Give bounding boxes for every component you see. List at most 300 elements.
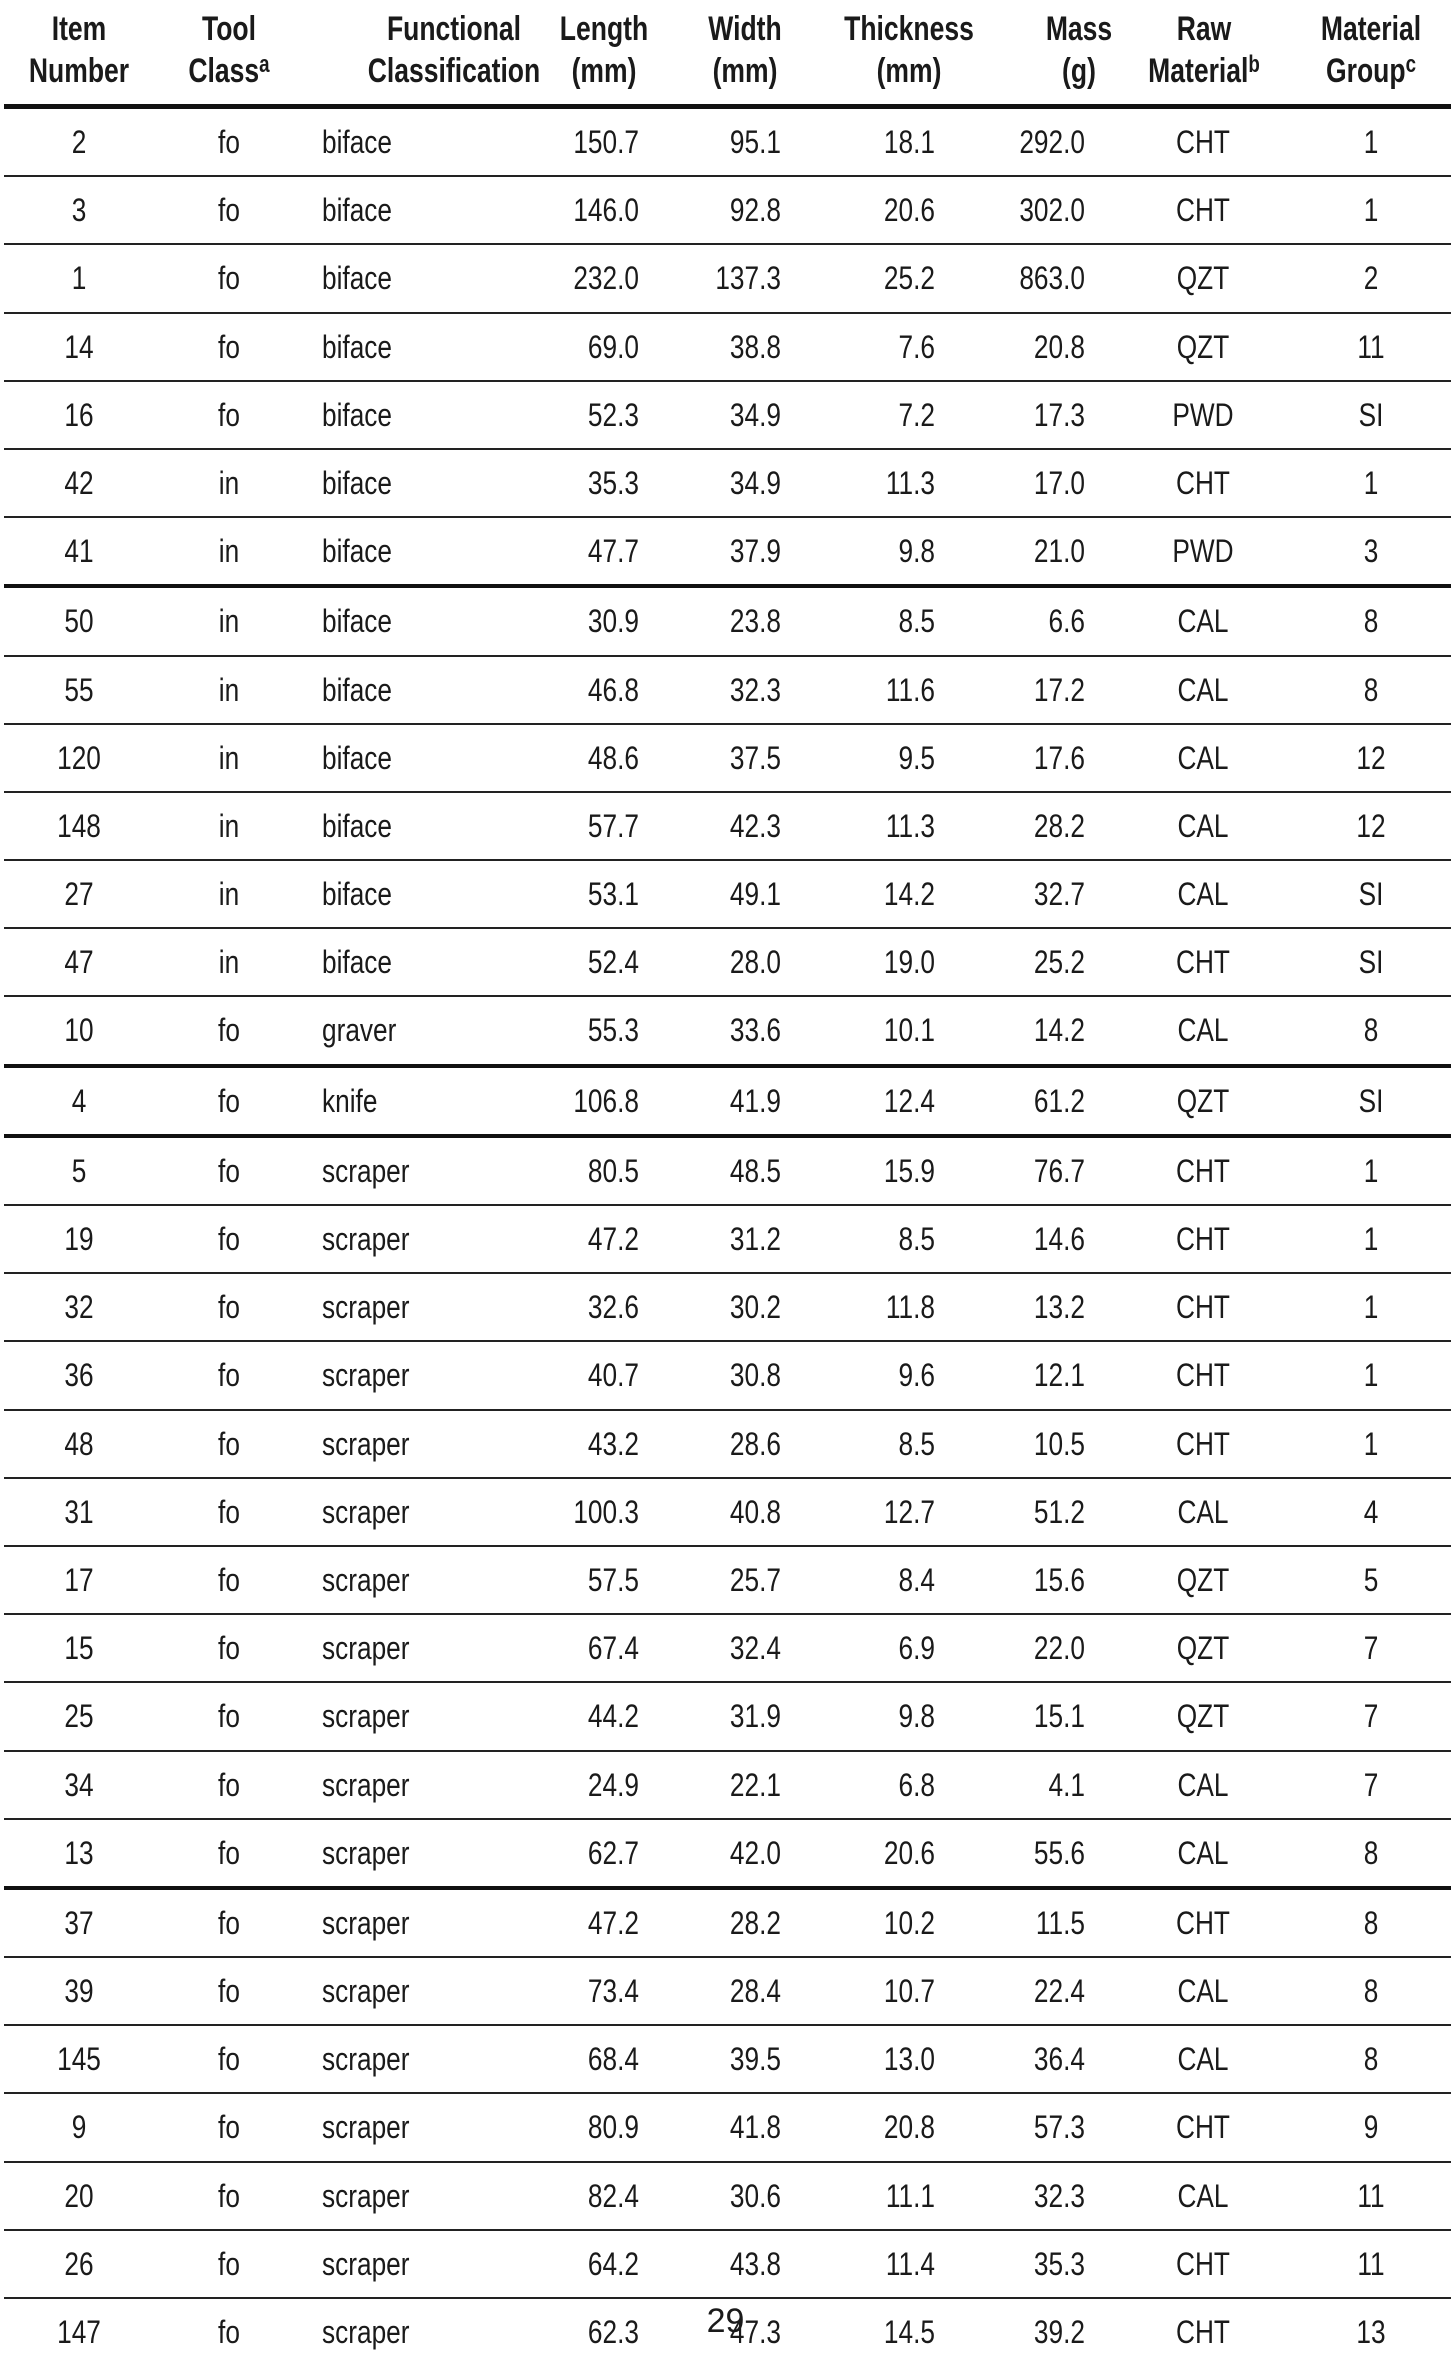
cell-length: 62.3	[587, 2314, 639, 2350]
cell-width: 28.6	[729, 1425, 781, 1462]
table-body	[4, 109, 1451, 2365]
cell-width: 28.2	[729, 1904, 781, 1941]
cell-thickness: 8.5	[898, 1221, 935, 1257]
header-line2	[21, 50, 138, 92]
cell-functional-classification: scraper	[322, 2109, 410, 2146]
cell-raw-material: CHT	[1176, 1152, 1230, 1189]
cell-thickness: 20.6	[883, 192, 935, 229]
cell-item-number: 19	[64, 1221, 94, 1257]
header-line2	[337, 50, 571, 92]
cell-thickness: 9.8	[898, 1698, 935, 1735]
cell-item-number: 39	[64, 1973, 94, 2010]
table-row	[4, 109, 1451, 177]
cell-thickness: 13.0	[883, 2041, 935, 2078]
cell-thickness: 14.2	[883, 876, 935, 913]
cell-raw-material: CAL	[1177, 876, 1229, 913]
cell-mass: 55.6	[1033, 1834, 1085, 1871]
cell-material-group: 8	[1363, 1012, 1379, 1049]
cell-thickness: 14.5	[883, 2314, 935, 2350]
cell-width: 43.8	[729, 2245, 781, 2282]
cell-tool-class: in	[218, 739, 240, 776]
cell-functional-classification: scraper	[322, 1766, 410, 1803]
cell-thickness: 20.8	[883, 2109, 935, 2146]
table-row	[4, 245, 1451, 313]
cell-functional-classification: scraper	[322, 1973, 410, 2010]
table-row	[4, 2094, 1451, 2162]
cell-mass: 57.3	[1033, 2109, 1085, 2146]
cell-functional-classification: biface	[322, 124, 393, 160]
cell-functional-classification: scraper	[322, 1698, 410, 1735]
cell-functional-classification: biface	[322, 807, 393, 844]
cell-mass: 15.6	[1033, 1561, 1085, 1598]
cell-tool-class: fo	[218, 396, 240, 433]
cell-width: 22.1	[729, 1766, 781, 1803]
cell-material-group: SI	[1358, 876, 1384, 913]
cell-length: 52.4	[587, 944, 639, 981]
cell-length: 48.6	[587, 739, 639, 776]
cell-raw-material: QZT	[1176, 328, 1230, 365]
cell-length: 47.7	[587, 533, 639, 570]
cell-material-group: 1	[1363, 1221, 1379, 1257]
cell-item-number: 147	[57, 2314, 101, 2350]
cell-length: 46.8	[587, 671, 639, 708]
header-thickness	[827, 8, 991, 92]
header-line2	[1305, 50, 1438, 92]
cell-length: 24.9	[587, 1766, 639, 1803]
cell-raw-material: CAL	[1177, 2041, 1229, 2078]
cell-thickness: 8.5	[898, 603, 935, 640]
cell-thickness: 9.8	[898, 533, 935, 570]
cell-functional-classification: scraper	[322, 2041, 410, 2078]
table-row	[4, 1138, 1451, 1206]
cell-tool-class: in	[218, 671, 240, 708]
cell-mass: 6.6	[1048, 603, 1085, 640]
table-row	[4, 382, 1451, 450]
cell-thickness: 12.7	[883, 1493, 935, 1530]
table-row	[4, 2231, 1451, 2299]
cell-length: 73.4	[587, 1973, 639, 2010]
cell-length: 68.4	[587, 2041, 639, 2078]
table-row	[4, 1411, 1451, 1479]
cell-length: 146.0	[573, 192, 639, 229]
header-line2-text: Number	[28, 52, 130, 90]
cell-mass: 21.0	[1033, 533, 1085, 570]
cell-width: 40.8	[729, 1493, 781, 1530]
cell-functional-classification: biface	[322, 328, 393, 365]
cell-mass: 35.3	[1033, 2245, 1085, 2282]
cell-functional-classification: scraper	[322, 1425, 410, 1462]
cell-raw-material: CHT	[1176, 1904, 1230, 1941]
cell-raw-material: CAL	[1177, 603, 1229, 640]
cell-material-group: 12	[1356, 807, 1386, 844]
cell-material-group: 8	[1363, 1973, 1379, 2010]
cell-mass: 22.4	[1033, 1973, 1085, 2010]
table-row	[4, 861, 1451, 929]
cell-functional-classification: scraper	[322, 1904, 410, 1941]
cell-width: 95.1	[729, 124, 781, 160]
cell-material-group: 8	[1363, 1834, 1379, 1871]
table-row	[4, 1547, 1451, 1615]
header-tool-class	[178, 8, 279, 92]
cell-width: 32.4	[729, 1630, 781, 1667]
cell-thickness: 9.5	[898, 739, 935, 776]
cell-material-group: SI	[1358, 944, 1384, 981]
cell-raw-material: QZT	[1176, 1698, 1230, 1735]
table-row	[4, 177, 1451, 245]
cell-functional-classification: biface	[322, 396, 393, 433]
cell-length: 47.2	[587, 1221, 639, 1257]
cell-tool-class: fo	[218, 1766, 240, 1803]
cell-tool-class: fo	[218, 1152, 240, 1189]
cell-functional-classification: graver	[322, 1012, 397, 1049]
cell-tool-class: fo	[218, 2314, 240, 2350]
cell-raw-material: QZT	[1176, 260, 1230, 297]
cell-length: 106.8	[573, 1082, 639, 1119]
cell-material-group: 7	[1363, 1630, 1379, 1667]
cell-mass: 17.3	[1033, 396, 1085, 433]
table-row	[4, 1342, 1451, 1410]
cell-mass: 10.5	[1033, 1425, 1085, 1462]
cell-functional-classification: biface	[322, 464, 393, 501]
cell-thickness: 6.8	[898, 1766, 935, 1803]
cell-tool-class: fo	[218, 1012, 240, 1049]
cell-raw-material: CAL	[1177, 671, 1229, 708]
cell-length: 232.0	[573, 260, 639, 297]
cell-functional-classification: scraper	[322, 1493, 410, 1530]
cell-material-group: 1	[1363, 464, 1379, 501]
cell-tool-class: in	[218, 603, 240, 640]
cell-tool-class: in	[218, 807, 240, 844]
header-line1: Width	[708, 10, 782, 48]
cell-length: 150.7	[573, 124, 639, 160]
cell-material-group: 13	[1356, 2314, 1386, 2350]
table-row	[4, 1206, 1451, 1274]
cell-functional-classification: scraper	[322, 1152, 410, 1189]
cell-item-number: 2	[71, 124, 87, 160]
table-row	[4, 450, 1451, 518]
cell-functional-classification: biface	[322, 876, 393, 913]
header-line1: Item	[51, 10, 107, 48]
cell-width: 30.6	[729, 2177, 781, 2214]
cell-length: 55.3	[587, 1012, 639, 1049]
cell-width: 34.9	[729, 396, 781, 433]
cell-length: 80.5	[587, 1152, 639, 1189]
cell-functional-classification: scraper	[322, 1630, 410, 1667]
cell-length: 57.7	[587, 807, 639, 844]
cell-material-group: 1	[1363, 192, 1379, 229]
artifact-table	[4, 0, 1451, 2365]
cell-mass: 36.4	[1033, 2041, 1085, 2078]
cell-functional-classification: biface	[322, 671, 393, 708]
header-item-number	[21, 8, 138, 92]
cell-material-group: 12	[1356, 739, 1386, 776]
cell-thickness: 15.9	[883, 1152, 935, 1189]
cell-tool-class: fo	[218, 2109, 240, 2146]
cell-functional-classification: scraper	[322, 1221, 410, 1257]
cell-mass: 17.2	[1033, 671, 1085, 708]
cell-thickness: 10.7	[883, 1973, 935, 2010]
cell-item-number: 37	[64, 1904, 94, 1941]
cell-tool-class: fo	[218, 1289, 240, 1326]
cell-mass: 13.2	[1033, 1289, 1085, 1326]
cell-mass: 17.0	[1033, 464, 1085, 501]
cell-width: 28.4	[729, 1973, 781, 2010]
cell-width: 38.8	[729, 328, 781, 365]
cell-material-group: 1	[1363, 1152, 1379, 1189]
cell-item-number: 5	[71, 1152, 87, 1189]
cell-functional-classification: biface	[322, 533, 393, 570]
table-row	[4, 1479, 1451, 1547]
cell-raw-material: QZT	[1176, 1082, 1230, 1119]
cell-width: 31.2	[729, 1221, 781, 1257]
cell-mass: 22.0	[1033, 1630, 1085, 1667]
cell-tool-class: fo	[218, 1082, 240, 1119]
cell-material-group: 7	[1363, 1766, 1379, 1803]
header-line1: Material	[1320, 10, 1422, 48]
cell-functional-classification: scraper	[322, 2245, 410, 2282]
cell-functional-classification: scraper	[322, 1289, 410, 1326]
cell-item-number: 20	[64, 2177, 94, 2214]
table-row	[4, 588, 1451, 656]
cell-mass: 11.5	[1035, 1904, 1085, 1941]
cell-item-number: 48	[64, 1425, 94, 1462]
header-line1: Raw	[1176, 10, 1232, 48]
cell-material-group: 8	[1363, 671, 1379, 708]
cell-raw-material: CHT	[1176, 1425, 1230, 1462]
cell-item-number: 148	[57, 807, 101, 844]
cell-width: 37.9	[729, 533, 781, 570]
cell-thickness: 6.9	[898, 1630, 935, 1667]
table-row	[4, 1958, 1451, 2026]
cell-functional-classification: knife	[322, 1082, 378, 1119]
cell-item-number: 13	[64, 1834, 94, 1871]
cell-width: 31.9	[729, 1698, 781, 1735]
header-line2	[1134, 50, 1274, 92]
cell-functional-classification: scraper	[322, 1561, 410, 1598]
cell-raw-material: CHT	[1176, 2314, 1230, 2350]
cell-item-number: 31	[64, 1493, 94, 1530]
cell-mass: 4.1	[1048, 1766, 1085, 1803]
cell-mass: 863.0	[1019, 260, 1085, 297]
cell-tool-class: fo	[218, 2177, 240, 2214]
cell-mass: 302.0	[1019, 192, 1085, 229]
header-line2-text: Material	[1148, 52, 1249, 90]
cell-raw-material: CHT	[1176, 464, 1230, 501]
cell-item-number: 25	[64, 1698, 94, 1735]
cell-thickness: 11.8	[885, 1289, 935, 1326]
table-row	[4, 1068, 1451, 1138]
cell-width: 47.3	[729, 2314, 781, 2350]
header-line1: Tool	[201, 10, 256, 48]
cell-functional-classification: scraper	[322, 1357, 410, 1394]
header-line2-text: (mm)	[571, 52, 637, 90]
cell-functional-classification: biface	[322, 739, 393, 776]
header-line2-text: (mm)	[876, 52, 942, 90]
cell-mass: 32.3	[1033, 2177, 1085, 2214]
cell-material-group: 8	[1363, 603, 1379, 640]
cell-material-group: 9	[1363, 2109, 1379, 2146]
cell-raw-material: CAL	[1177, 807, 1229, 844]
cell-material-group: 11	[1357, 328, 1385, 365]
cell-length: 40.7	[587, 1357, 639, 1394]
table-row	[4, 929, 1451, 997]
cell-width: 34.9	[729, 464, 781, 501]
cell-thickness: 7.2	[898, 396, 935, 433]
cell-thickness: 8.4	[898, 1561, 935, 1598]
cell-material-group: 1	[1363, 1425, 1379, 1462]
cell-tool-class: fo	[218, 1904, 240, 1941]
cell-raw-material: CHT	[1176, 1289, 1230, 1326]
footnote-marker: b	[1248, 51, 1260, 78]
cell-item-number: 120	[57, 739, 101, 776]
cell-item-number: 4	[71, 1082, 87, 1119]
cell-length: 67.4	[587, 1630, 639, 1667]
cell-item-number: 47	[64, 944, 94, 981]
cell-item-number: 1	[71, 260, 87, 297]
cell-width: 39.5	[729, 2041, 781, 2078]
cell-width: 30.8	[729, 1357, 781, 1394]
cell-length: 52.3	[587, 396, 639, 433]
cell-thickness: 11.4	[885, 2245, 935, 2282]
cell-width: 49.1	[729, 876, 781, 913]
header-line2	[827, 50, 991, 92]
cell-item-number: 16	[64, 396, 94, 433]
cell-length: 30.9	[587, 603, 639, 640]
cell-mass: 17.6	[1033, 739, 1085, 776]
cell-length: 69.0	[587, 328, 639, 365]
cell-item-number: 3	[71, 192, 87, 229]
header-mass	[1028, 8, 1129, 92]
cell-length: 100.3	[573, 1493, 639, 1530]
header-line2-text: Class	[188, 52, 260, 90]
footnote-marker: c	[1405, 51, 1416, 78]
cell-raw-material: PWD	[1172, 396, 1234, 433]
cell-functional-classification: biface	[322, 944, 393, 981]
cell-length: 44.2	[587, 1698, 639, 1735]
cell-functional-classification: scraper	[322, 2177, 410, 2214]
table-row	[4, 1615, 1451, 1683]
cell-thickness: 9.6	[898, 1357, 935, 1394]
cell-material-group: 7	[1363, 1698, 1379, 1735]
cell-mass: 15.1	[1033, 1698, 1085, 1735]
cell-item-number: 9	[71, 2109, 87, 2146]
cell-raw-material: CAL	[1177, 1012, 1229, 1049]
cell-thickness: 11.6	[885, 671, 935, 708]
cell-length: 53.1	[587, 876, 639, 913]
cell-tool-class: fo	[218, 192, 240, 229]
cell-thickness: 20.6	[883, 1834, 935, 1871]
cell-functional-classification: biface	[322, 603, 393, 640]
cell-width: 48.5	[729, 1152, 781, 1189]
cell-tool-class: fo	[218, 2041, 240, 2078]
cell-width: 42.0	[729, 1834, 781, 1871]
header-line1: Mass	[1045, 10, 1113, 48]
cell-tool-class: fo	[218, 1221, 240, 1257]
cell-tool-class: in	[218, 876, 240, 913]
table-row	[4, 2163, 1451, 2231]
cell-thickness: 11.1	[885, 2177, 935, 2214]
cell-raw-material: CAL	[1177, 1973, 1229, 2010]
header-length	[549, 8, 658, 92]
cell-mass: 12.1	[1033, 1357, 1085, 1394]
cell-mass: 28.2	[1033, 807, 1085, 844]
cell-functional-classification: biface	[322, 260, 393, 297]
cell-material-group: 1	[1363, 1289, 1379, 1326]
cell-mass: 39.2	[1033, 2314, 1085, 2350]
cell-material-group: 5	[1363, 1561, 1379, 1598]
cell-item-number: 42	[64, 464, 94, 501]
cell-width: 37.5	[729, 739, 781, 776]
cell-length: 62.7	[587, 1834, 639, 1871]
cell-length: 35.3	[587, 464, 639, 501]
cell-material-group: 1	[1363, 1357, 1379, 1394]
cell-mass: 292.0	[1019, 124, 1085, 160]
cell-material-group: 11	[1357, 2177, 1385, 2214]
header-line1: Functional	[386, 10, 522, 48]
table-row	[4, 657, 1451, 725]
cell-length: 47.2	[587, 1904, 639, 1941]
cell-tool-class: fo	[218, 2245, 240, 2282]
cell-thickness: 10.2	[883, 1904, 935, 1941]
cell-length: 57.5	[587, 1561, 639, 1598]
table-row	[4, 1752, 1451, 1820]
cell-raw-material: CHT	[1176, 944, 1230, 981]
table-row	[4, 1820, 1451, 1890]
cell-material-group: SI	[1358, 396, 1384, 433]
cell-raw-material: CHT	[1176, 124, 1230, 160]
cell-functional-classification: scraper	[322, 2314, 410, 2350]
header-line2	[694, 50, 795, 92]
cell-thickness: 11.3	[885, 807, 935, 844]
cell-tool-class: in	[218, 533, 240, 570]
cell-material-group: 8	[1363, 1904, 1379, 1941]
table-row	[4, 518, 1451, 588]
cell-length: 43.2	[587, 1425, 639, 1462]
cell-material-group: 3	[1363, 533, 1379, 570]
cell-functional-classification: scraper	[322, 1834, 410, 1871]
cell-raw-material: QZT	[1176, 1561, 1230, 1598]
cell-mass: 32.7	[1033, 876, 1085, 913]
header-line1: Length	[559, 10, 649, 48]
table-row	[4, 1890, 1451, 1958]
table-row	[4, 1683, 1451, 1751]
cell-raw-material: CAL	[1177, 1834, 1229, 1871]
cell-item-number: 55	[64, 671, 94, 708]
cell-material-group: 11	[1357, 2245, 1385, 2282]
cell-item-number: 34	[64, 1766, 94, 1803]
cell-thickness: 10.1	[883, 1012, 935, 1049]
cell-raw-material: CHT	[1176, 192, 1230, 229]
cell-raw-material: QZT	[1176, 1630, 1230, 1667]
cell-raw-material: PWD	[1172, 533, 1234, 570]
cell-tool-class: in	[218, 464, 240, 501]
cell-item-number: 17	[64, 1561, 94, 1598]
cell-material-group: 8	[1363, 2041, 1379, 2078]
header-line2-text: Classification	[367, 52, 541, 90]
cell-thickness: 12.4	[883, 1082, 935, 1119]
cell-item-number: 36	[64, 1357, 94, 1394]
cell-raw-material: CHT	[1176, 1357, 1230, 1394]
cell-width: 41.8	[729, 2109, 781, 2146]
cell-material-group: 1	[1363, 124, 1379, 160]
header-line2-text: Group	[1326, 52, 1406, 90]
header-line2	[549, 50, 658, 92]
cell-length: 80.9	[587, 2109, 639, 2146]
header-line2	[1028, 50, 1129, 92]
cell-raw-material: CAL	[1177, 1766, 1229, 1803]
cell-thickness: 7.6	[898, 328, 935, 365]
header-width	[694, 8, 795, 92]
